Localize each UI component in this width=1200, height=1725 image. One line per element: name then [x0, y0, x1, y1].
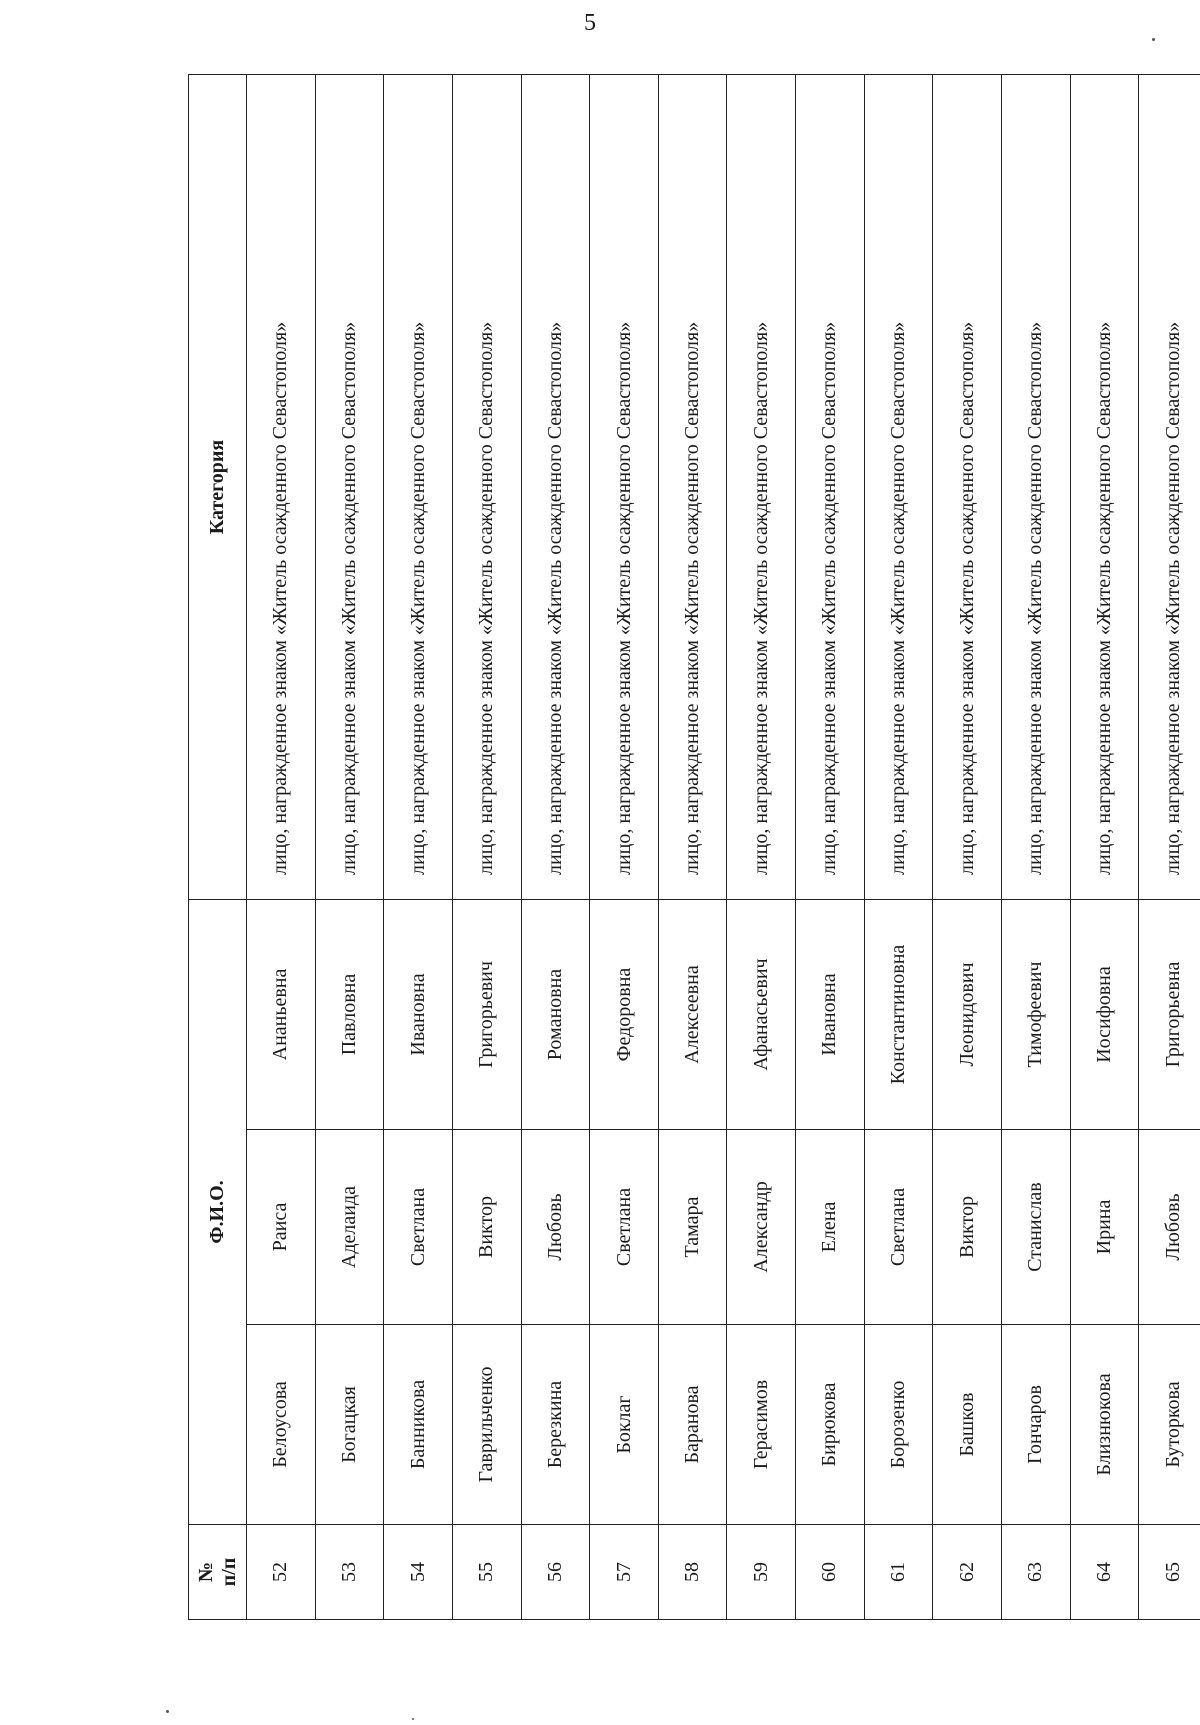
row-category: лицо, награжденное знаком «Житель осажденного Севастополя»: [521, 75, 590, 900]
table-row: [452, 75, 521, 1620]
row-number: 60: [796, 1525, 865, 1620]
row-first-name: Тамара: [658, 1130, 727, 1325]
table-row: [590, 75, 659, 1620]
table-body: [247, 75, 1200, 1620]
row-category: лицо, награжденное знаком «Житель осажденного Севастополя»: [1002, 75, 1071, 900]
row-first-name: Светлана: [864, 1130, 933, 1325]
header-category: Категория: [189, 75, 247, 900]
table-row: [384, 75, 453, 1620]
row-surname: Белоусова: [247, 1325, 316, 1525]
row-first-name: Светлана: [590, 1130, 659, 1325]
row-category: лицо, награжденное знаком «Житель осажденного Севастополя»: [658, 75, 727, 900]
table-row: [1002, 75, 1071, 1620]
page-number: 5: [584, 10, 596, 36]
row-number: 65: [1139, 1525, 1200, 1620]
header-number-line2: п/п: [217, 1557, 240, 1587]
row-number: 58: [658, 1525, 727, 1620]
table-row: [864, 75, 933, 1620]
table-row: [658, 75, 727, 1620]
header-number-line1: №: [194, 1561, 217, 1583]
row-first-name: Светлана: [384, 1130, 453, 1325]
row-number: 53: [315, 1525, 384, 1620]
row-number: 57: [590, 1525, 659, 1620]
row-first-name: Аделаида: [315, 1130, 384, 1325]
row-category: лицо, награжденное знаком «Житель осажденного Севастополя»: [590, 75, 659, 900]
rotated-table-wrapper: [188, 75, 1200, 1620]
row-category: лицо, награжденное знаком «Житель осажденного Севастополя»: [247, 75, 316, 900]
row-category: лицо, награжденное знаком «Житель осажденного Севастополя»: [384, 75, 453, 900]
table-row: [247, 75, 316, 1620]
row-first-name: Александр: [727, 1130, 796, 1325]
row-patronymic: Алексеевна: [658, 900, 727, 1130]
row-surname: Богацкая: [315, 1325, 384, 1525]
row-patronymic: Тимофеевич: [1002, 900, 1071, 1130]
header-number: [189, 1525, 247, 1620]
row-patronymic: Ивановна: [384, 900, 453, 1130]
table-row: [315, 75, 384, 1620]
row-number: 61: [864, 1525, 933, 1620]
row-surname: Березкина: [521, 1325, 590, 1525]
row-number: 59: [727, 1525, 796, 1620]
row-category: лицо, награжденное знаком «Житель осажденного Севастополя»: [864, 75, 933, 900]
row-patronymic: Григорьевна: [1139, 900, 1200, 1130]
table-row: [727, 75, 796, 1620]
row-number: 63: [1002, 1525, 1071, 1620]
row-category: лицо, награжденное знаком «Житель осажденного Севастополя»: [315, 75, 384, 900]
row-patronymic: Леонидович: [933, 900, 1002, 1130]
row-number: 54: [384, 1525, 453, 1620]
row-surname: Близнюкова: [1070, 1325, 1139, 1525]
row-number: 56: [521, 1525, 590, 1620]
row-number: 64: [1070, 1525, 1139, 1620]
row-surname: Борозенко: [864, 1325, 933, 1525]
row-surname: Герасимов: [727, 1325, 796, 1525]
scan-speck: [166, 1710, 169, 1713]
row-surname: Банникова: [384, 1325, 453, 1525]
row-category: лицо, награжденное знаком «Житель осажденного Севастополя»: [1070, 75, 1139, 900]
row-category: лицо, награжденное знаком «Житель осажденного Севастополя»: [727, 75, 796, 900]
scan-speck: [1152, 38, 1155, 41]
row-category: лицо, награжденное знаком «Житель осажденного Севастополя»: [933, 75, 1002, 900]
row-patronymic: Романовна: [521, 900, 590, 1130]
row-patronymic: Григорьевич: [452, 900, 521, 1130]
row-surname: Башков: [933, 1325, 1002, 1525]
row-number: 62: [933, 1525, 1002, 1620]
row-first-name: Ирина: [1070, 1130, 1139, 1325]
row-surname: Боклаг: [590, 1325, 659, 1525]
row-category: лицо, награжденное знаком «Житель осажденного Севастополя»: [452, 75, 521, 900]
row-first-name: Раиса: [247, 1130, 316, 1325]
row-first-name: Любовь: [521, 1130, 590, 1325]
row-category: лицо, награжденное знаком «Житель осажденного Севастополя»: [1139, 75, 1200, 900]
row-number: 52: [247, 1525, 316, 1620]
scan-speck: [412, 1718, 414, 1720]
row-patronymic: Павловна: [315, 900, 384, 1130]
header-fio: Ф.И.О.: [189, 900, 247, 1525]
row-patronymic: Иосифовна: [1070, 900, 1139, 1130]
row-first-name: Виктор: [452, 1130, 521, 1325]
row-patronymic: Константиновна: [864, 900, 933, 1130]
rotated-table-frame: [188, 75, 1200, 1620]
row-first-name: Елена: [796, 1130, 865, 1325]
row-patronymic: Афанасьевич: [727, 900, 796, 1130]
table-header-row: [189, 75, 247, 1620]
table-row: [1070, 75, 1139, 1620]
row-patronymic: Ивановна: [796, 900, 865, 1130]
row-surname: Буторкова: [1139, 1325, 1200, 1525]
row-surname: Гончаров: [1002, 1325, 1071, 1525]
row-category: лицо, награжденное знаком «Житель осажденного Севастополя»: [796, 75, 865, 900]
row-patronymic: Ананьевна: [247, 900, 316, 1130]
table-row: [933, 75, 1002, 1620]
row-surname: Гаврильченко: [452, 1325, 521, 1525]
table-row: [796, 75, 865, 1620]
row-first-name: Станислав: [1002, 1130, 1071, 1325]
row-surname: Бирюкова: [796, 1325, 865, 1525]
table-row: [521, 75, 590, 1620]
row-first-name: Любовь: [1139, 1130, 1200, 1325]
row-number: 55: [452, 1525, 521, 1620]
awardees-table: [188, 74, 1200, 1620]
row-patronymic: Федоровна: [590, 900, 659, 1130]
row-first-name: Виктор: [933, 1130, 1002, 1325]
row-surname: Баранова: [658, 1325, 727, 1525]
table-row: [1139, 75, 1200, 1620]
